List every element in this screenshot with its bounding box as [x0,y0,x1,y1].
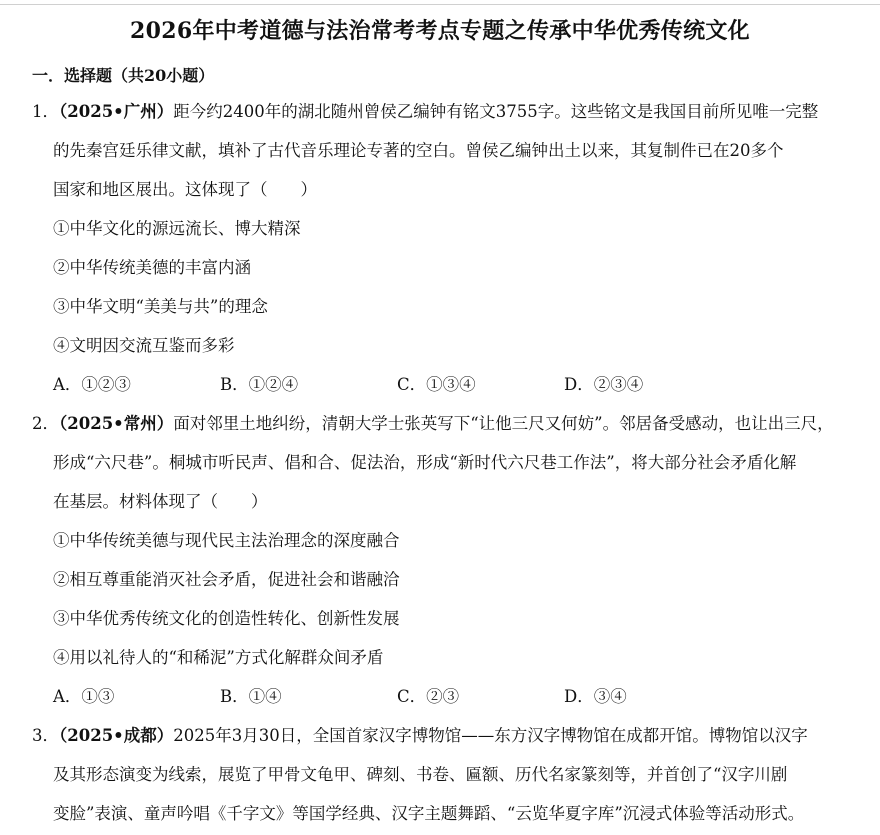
question-1-option-b[interactable]: B．①②④ [220,375,299,394]
question-2-statement-3: ③中华优秀传统文化的创造性转化、创新性发展 [53,609,400,628]
question-number: 2． [32,414,59,433]
question-1-statement-4: ④文明因交流互鉴而多彩 [53,336,235,355]
question-2-option-d[interactable]: D．③④ [564,687,627,706]
question-2-statement-4: ④用以礼待人的“和稀泥”方式化解群众间矛盾 [53,648,384,667]
question-text: 面对邻里土地纠纷，清朝大学士张英写下“让他三尺又何妨”。邻居备受感动，也让出三尺， [173,414,834,433]
question-text: 2025年3月30日，全国首家汉字博物馆——东方汉字博物馆在成都开馆。博物馆以汉字 [173,726,808,745]
question-3-line-3: 变脸”表演、童声吟唱《千字文》等国学经典、汉字主题舞蹈、“云览华夏字库”沉浸式体验等活动形式。 [53,804,805,823]
question-2-statement-2: ②相互尊重能消灭社会矛盾，促进社会和谐融洽 [53,570,400,589]
question-1-statement-3: ③中华文明“美美与共”的理念 [53,297,268,316]
question-1-option-c[interactable]: C．①③④ [397,375,476,394]
question-2-line-3: 在基层。材料体现了（ ） [53,492,268,511]
question-source: （2025•成都） [59,726,174,745]
question-1-statement-2: ②中华传统美德的丰富内涵 [53,258,251,277]
question-3-line-1 [32,725,808,747]
question-2-option-c[interactable]: C．②③ [397,687,460,706]
question-3-line-2: 及其形态演变为线索，展览了甲骨文龟甲、碑刻、书卷、匾额、历代名家篆刻等，并首创了“汉字川剧 [53,765,788,784]
question-source: （2025•常州） [59,414,174,433]
question-2-option-a[interactable]: A．①③ [53,687,115,706]
question-text: 距今约2400年的湖北随州曾侯乙编钟有铭文3755字。这些铭文是我国目前所见唯一完整 [173,102,819,121]
question-2-statement-1: ①中华传统美德与现代民主法治理念的深度融合 [53,531,400,550]
section-heading: 一．选择题（共20小题） [32,66,215,85]
question-1-line-2: 的先秦宫廷乐律文献，填补了古代音乐理论专著的空白。曾侯乙编钟出土以来，其复制件已在20多个 [53,141,784,160]
question-2-line-2: 形成“六尺巷”。桐城市听民声、倡和合、促法治，形成“新时代六尺巷工作法”，将大部分社会矛盾化解 [53,453,797,472]
question-1-line-1 [32,101,818,123]
question-1-option-a[interactable]: A．①②③ [53,375,131,394]
question-2-line-1 [32,413,834,435]
question-number: 1． [32,102,59,121]
question-2-option-b[interactable]: B．①④ [220,687,282,706]
question-1-statement-1: ①中华文化的源远流长、博大精深 [53,219,301,238]
page-title: 2026年中考道德与法治常考考点专题之传承中华优秀传统文化 [130,18,750,44]
question-source: （2025•广州） [59,102,174,121]
question-1-line-3: 国家和地区展出。这体现了（ ） [53,180,317,199]
question-1-option-d[interactable]: D．②③④ [564,375,644,394]
top-divider [0,4,880,5]
question-number: 3． [32,726,59,745]
